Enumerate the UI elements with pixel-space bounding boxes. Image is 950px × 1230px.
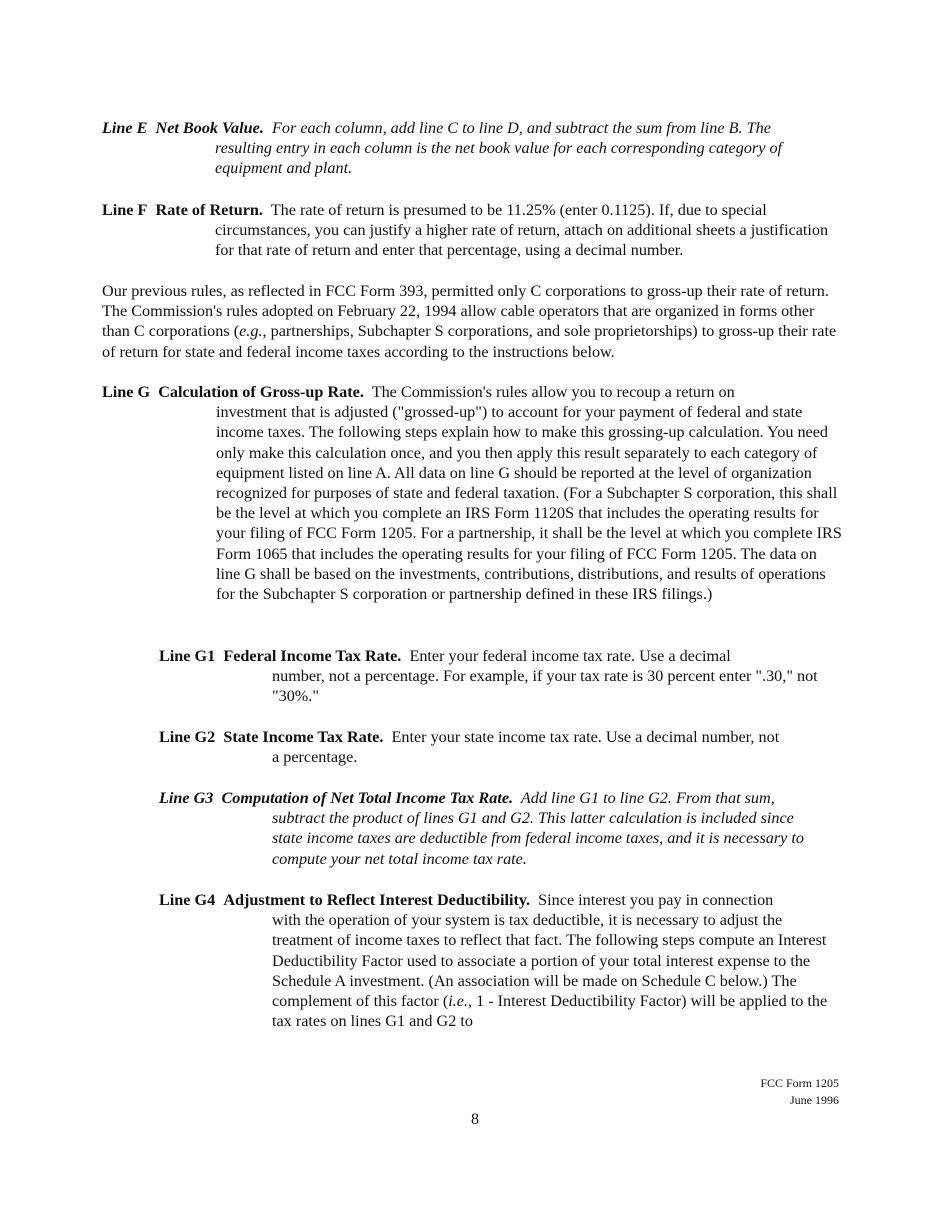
line-g-text-rest: investment that is adjusted ("grossed-up") to account for your payment of federal and state income taxes. The following steps explain how to make this grossing-up calculation. You need only make this calculation once, and you then apply this result separately to each category of equipment listed on line A. All data on line G should be reported at the level of organization recognized for purposes of state and federal taxation. (For a Subchapter S corporation, this shall be the level at which you complete an IRS Form 1120S that includes the operating results for your filing of FCC Form 1205. For a partnership, it shall be the level at which you complete IRS Form 1065 that includes the operating results for your filing of FCC Form 1205. The data on line G shall be based on the investments, contributions, distributions, and results of operations for the Subchapter S corporation or partnership defined in these IRS filings.) [216,403,842,604]
line-g4-text-rest-a: with the operation of your system is tax deductible, it is necessary to adjust the treatment of income taxes to reflect that fact. The following steps compute an Interest Deductibility Factor used to associate a portion of your total interest expense to the Schedule A investment. (An association will be made on Schedule C below.) The complement of this factor ( [272,911,827,1011]
line-f-text-rest: circumstances, you can justify a higher rate of return, attach on additional sheets a justification for that rate of return and enter that percentage, using a decimal number. [215,221,829,260]
line-f-label: Line F [102,201,148,219]
footer-form-date: June 1996 [790,1093,839,1107]
line-g4-title: Adjustment to Reflect Interest Deductibility. [223,891,531,909]
line-g3-label: Line G3 [159,789,214,807]
line-g1-title: Federal Income Tax Rate. [223,647,402,665]
line-e-text-rest: resulting entry in each column is the net book value for each corresponding category of equipment and plant. [215,139,783,178]
line-g2-text-first: Enter your state income tax rate. Use a decimal number, not [391,728,780,746]
line-e-label: Line E [102,119,148,137]
line-g3-text-first: Add line G1 to line G2. From that sum, [520,789,775,807]
line-g2-text-rest: a percentage. [272,748,358,767]
line-g3-text-rest: subtract the product of lines G1 and G2. This latter calculation is included since state income taxes are deductible from federal income taxes, and it is necessary to compute your net total income tax rate. [272,809,804,868]
line-f-title: Rate of Return. [155,201,263,219]
line-g4-instruction [159,890,849,1031]
footer-form-name: FCC Form 1205 [760,1076,839,1090]
line-e-text-first: For each column, add line C to line D, and subtract the sum from line B. The [271,119,771,137]
line-g-label: Line G [102,383,151,401]
line-g-instruction [102,382,847,604]
line-g4-label: Line G4 [159,891,216,909]
line-e-instruction [102,118,842,179]
line-e-title: Net Book Value. [155,119,264,137]
line-g-title: Calculation of Gross-up Rate. [158,383,364,401]
line-g1-label: Line G1 [159,647,216,665]
intro-text-a: Our previous rules, as reflected in FCC Form 393, permitted only C corporations to gross-up their rate of return. The Commission's rules adopted on February 22, 1994 allow cable operators that are organized in forms other than C corporations ( [102,282,829,341]
line-g2-instruction [159,727,849,767]
line-g1-text-rest: number, not a percentage. For example, if your tax rate is 30 percent enter ".30," not "30%." [272,667,818,706]
line-g2-title: State Income Tax Rate. [223,728,384,746]
line-g-text-first: The Commission's rules allow you to recoup a return on [371,383,735,401]
intro-text-b: , partnerships, Subchapter S corporations, and sole proprietorships) to gross-up their rate of return for state and federal income taxes according to the instructions below. [102,322,837,361]
form-footer [760,1075,839,1109]
page-number: 8 [471,1111,479,1128]
line-g3-instruction [159,788,849,869]
line-g2-label: Line G2 [159,728,216,746]
line-f-text-first: The rate of return is presumed to be 11.25% (enter 0.1125). If, due to special [270,201,767,219]
line-g1-instruction [159,646,849,707]
line-g4-text-rest-b: 1 - Interest Deductibility Factor) will be applied to the tax rates on lines G1 and G2 to [272,992,828,1031]
intro-text-eg: e.g. [239,322,263,341]
line-g3-title: Computation of Net Total Income Tax Rate. [221,789,514,807]
line-g1-text-first: Enter your federal income tax rate. Use a decimal [409,647,731,665]
line-g4-text-first: Since interest you pay in connection [538,891,774,909]
gross-up-intro-paragraph [102,281,842,362]
line-f-instruction [102,200,842,261]
line-g4-text-ie: i.e., [448,992,473,1011]
